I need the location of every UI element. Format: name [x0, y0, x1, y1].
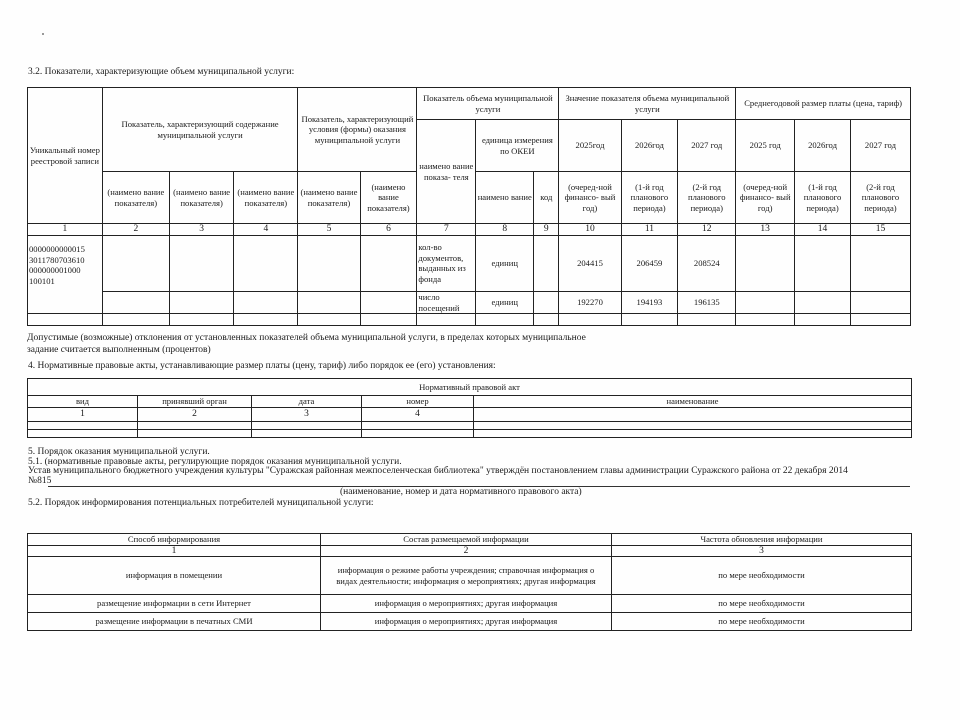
empty-cell: [102, 236, 169, 292]
update-frequency: по мере необходимости: [612, 613, 912, 631]
info-method: размещение информации в сети Интернет: [28, 595, 321, 613]
empty-cell: [298, 314, 360, 326]
header-legal-act: Нормативный правовой акт: [28, 379, 912, 396]
header-volume-value: Значение показателя объема муниципальной услуги: [559, 88, 736, 120]
column-numbers-row: [28, 224, 911, 236]
deviation-text-line2: задание считается выполненным (процентов): [27, 345, 211, 355]
period-first: (очеред-ной финансо- вый год): [736, 172, 795, 224]
header-unit-name: наимено вание: [476, 172, 534, 224]
empty-cell: [234, 292, 298, 314]
value-2026: 194193: [621, 292, 678, 314]
empty-cell: [850, 314, 910, 326]
section-5-1-heading: 5.1. (нормативные правовые акты, регулирующие порядок оказания муниципальной услуги.: [28, 457, 402, 467]
column-number: 1: [28, 224, 103, 236]
header-indicator-name: наимено вание показа- теля: [417, 120, 476, 224]
empty-cell: [102, 314, 169, 326]
section-5-1-text: Устав муниципального бюджетного учреждения культуры "Суражская районная межпоселенческая библиотека" утверждён постановлением главы администрации Суражского района от 22 декабря 2014: [28, 466, 848, 476]
information-methods-table: [27, 533, 912, 631]
empty-cell: [28, 429, 138, 437]
empty-cell: [234, 314, 298, 326]
table-row: [28, 421, 912, 429]
value-2025: 204415: [559, 236, 621, 292]
column-number: 2: [138, 407, 252, 421]
column-number: 11: [621, 224, 678, 236]
header-year-2025: 2025год: [559, 120, 621, 172]
header-unit-code: код: [534, 172, 559, 224]
period-third: (2-й год планового периода): [678, 172, 736, 224]
table-row: [28, 595, 912, 613]
column-number: 12: [678, 224, 736, 236]
value-2025: 192270: [559, 292, 621, 314]
unit-name: единиц: [476, 292, 534, 314]
volume-indicators-table: [27, 87, 911, 326]
section-5-2-heading: 5.2. Порядок информирования потенциальных потребителей муниципальной услуги:: [28, 498, 374, 508]
empty-cell: [362, 421, 474, 429]
section-3-2-title: 3.2. Показатели, характеризующие объем муниципальной услуги:: [28, 67, 295, 77]
update-frequency: по мере необходимости: [612, 595, 912, 613]
empty-cell: [559, 314, 621, 326]
empty-cell: [252, 421, 362, 429]
empty-cell: [360, 236, 417, 292]
empty-cell: [298, 236, 360, 292]
empty-cell: [360, 292, 417, 314]
header-fee-2026: 2026год: [795, 120, 851, 172]
empty-cell: [417, 314, 476, 326]
sub-indicator-name: (наимено вание показателя): [170, 172, 234, 224]
table-row: [28, 557, 912, 595]
empty-cell: [850, 236, 910, 292]
info-content: информация о режиме работы учреждения; справочная информация о видах деятельности; информация о мероприятиях; другая информация: [321, 557, 612, 595]
empty-cell: [736, 292, 795, 314]
column-number: 3: [612, 545, 912, 557]
deviation-text-line1: Допустимые (возможные) отклонения от установленных показателей объема муниципальной услуги, в пределах которых муниципальное: [27, 333, 586, 343]
empty-cell: [28, 314, 103, 326]
column-number: 8: [476, 224, 534, 236]
empty-cell: [795, 292, 851, 314]
legal-acts-table: [27, 378, 912, 438]
header-issuing-body: принявший орган: [138, 396, 252, 408]
column-number: 2: [321, 545, 612, 557]
table-row: [28, 236, 911, 292]
empty-cell: [170, 292, 234, 314]
empty-cell: [474, 421, 912, 429]
value-2027: 208524: [678, 236, 736, 292]
header-update-frequency: Частота обновления информации: [612, 534, 912, 546]
column-number: 9: [534, 224, 559, 236]
info-method: размещение информации в печатных СМИ: [28, 613, 321, 631]
table-row: [28, 314, 911, 326]
empty-cell: [28, 421, 138, 429]
empty-cell: [534, 236, 559, 292]
empty-cell: [795, 314, 851, 326]
empty-cell: [138, 421, 252, 429]
section-5-title: 5. Порядок оказания муниципальной услуги.: [28, 447, 210, 457]
empty-cell: [102, 292, 169, 314]
column-number: 7: [417, 224, 476, 236]
column-number: 6: [360, 224, 417, 236]
header-year-2026: 2026год: [621, 120, 678, 172]
empty-cell: [170, 236, 234, 292]
info-content: информация о мероприятиях; другая информация: [321, 613, 612, 631]
indicator-name: кол-во документов, выданных из фонда: [417, 236, 476, 292]
empty-cell: [621, 314, 678, 326]
header-fee-2025: 2025 год: [736, 120, 795, 172]
update-frequency: по мере необходимости: [612, 557, 912, 595]
column-number: 10: [559, 224, 621, 236]
section-5-1-number: №815: [28, 476, 52, 486]
empty-cell: [360, 314, 417, 326]
header-content-indicator: Показатель, характеризующий содержание муниципальной услуги: [102, 88, 298, 172]
empty-cell: [474, 429, 912, 437]
empty-cell: [170, 314, 234, 326]
header-date: дата: [252, 396, 362, 408]
header-title: наименование: [474, 396, 912, 408]
empty-cell: [362, 429, 474, 437]
value-2026: 206459: [621, 236, 678, 292]
column-number: 5: [298, 224, 360, 236]
sub-indicator-name: (наимено вание показателя): [102, 172, 169, 224]
table-row: [28, 613, 912, 631]
info-content: информация о мероприятиях; другая информация: [321, 595, 612, 613]
sub-indicator-name: (наимено вание показателя): [234, 172, 298, 224]
empty-cell: [298, 292, 360, 314]
value-2027: 196135: [678, 292, 736, 314]
period-third: (2-й год планового периода): [850, 172, 910, 224]
period-first: (очеред-ной финансо- вый год): [559, 172, 621, 224]
column-number: 1: [28, 545, 321, 557]
header-type: вид: [28, 396, 138, 408]
header-number: номер: [362, 396, 474, 408]
section-5-1-caption: (наименование, номер и дата нормативного правового акта): [340, 487, 582, 497]
unit-name: единиц: [476, 236, 534, 292]
header-fee-2027: 2027 год: [850, 120, 910, 172]
empty-cell: [138, 429, 252, 437]
indicator-name: число посещений: [417, 292, 476, 314]
empty-cell: [252, 429, 362, 437]
scan-speck: [42, 33, 44, 35]
header-unique-number: Уникальный номер реестровой записи: [28, 88, 103, 224]
empty-cell: [476, 314, 534, 326]
empty-cell: [234, 236, 298, 292]
column-numbers-row: [28, 545, 912, 557]
header-info-content: Состав размещаемой информации: [321, 534, 612, 546]
header-year-2027: 2027 год: [678, 120, 736, 172]
sub-indicator-name: (наимено вание показателя): [298, 172, 360, 224]
empty-cell: [795, 236, 851, 292]
column-numbers-row: [28, 407, 912, 421]
empty-cell: [534, 314, 559, 326]
header-unit-okei: единица измерения по ОКЕИ: [476, 120, 559, 172]
empty-cell: [678, 314, 736, 326]
header-info-method: Способ информирования: [28, 534, 321, 546]
column-number: 4: [362, 407, 474, 421]
table-row: [28, 429, 912, 437]
header-average-fee: Среднегодовой размер платы (цена, тариф): [736, 88, 911, 120]
period-second: (1-й год планового периода): [621, 172, 678, 224]
header-conditions-indicator: Показатель, характеризующий условия (формы) оказания муниципальной услуги: [298, 88, 417, 172]
section-4-title: 4. Нормативные правовые акты, устанавливающие размер платы (цену, тариф) либо порядок ее (его) установления:: [28, 361, 496, 371]
column-number: 3: [252, 407, 362, 421]
info-method: информация в помещении: [28, 557, 321, 595]
empty-cell: [850, 292, 910, 314]
column-number: 13: [736, 224, 795, 236]
column-number: 1: [28, 407, 138, 421]
column-number: 14: [795, 224, 851, 236]
column-number: 4: [234, 224, 298, 236]
empty-cell: [736, 236, 795, 292]
column-number: 2: [102, 224, 169, 236]
column-number: [474, 407, 912, 421]
column-number: 3: [170, 224, 234, 236]
table-row: [28, 292, 911, 314]
empty-cell: [534, 292, 559, 314]
header-volume-indicator: Показатель объема муниципальной услуги: [417, 88, 559, 120]
registry-number: 0000000000015 3011780703610 000000001000 100101: [28, 236, 103, 314]
column-number: 15: [850, 224, 910, 236]
sub-indicator-name: (наимено вание показателя): [360, 172, 417, 224]
period-second: (1-й год планового периода): [795, 172, 851, 224]
empty-cell: [736, 314, 795, 326]
